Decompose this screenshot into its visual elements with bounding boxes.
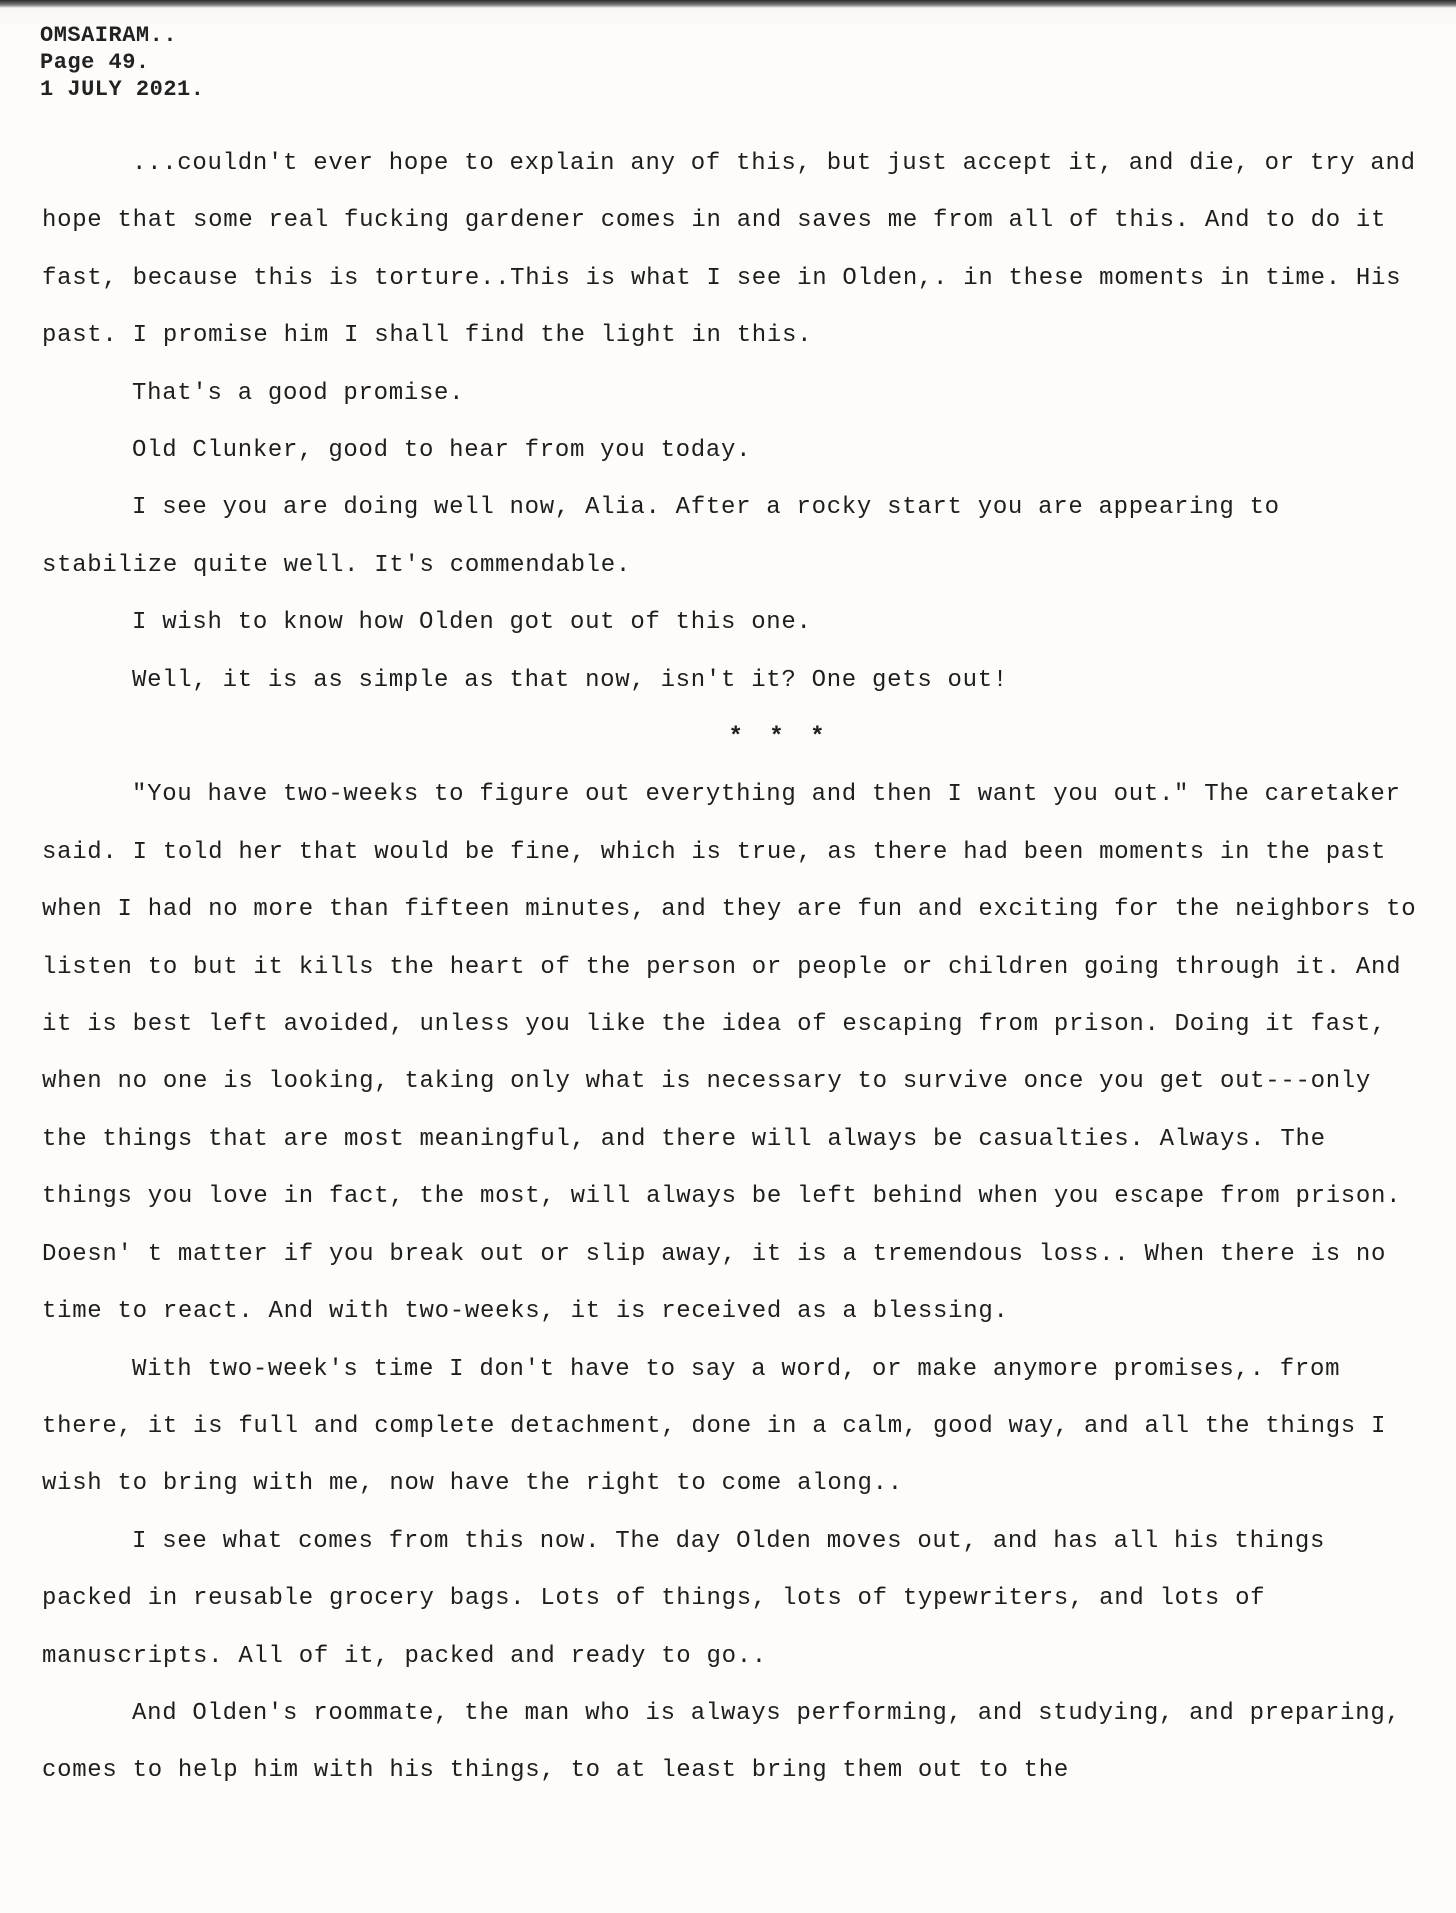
paragraph: I wish to know how Olden got out of this one.: [132, 609, 812, 637]
section-break: * * *: [728, 724, 831, 752]
paragraph: I see what comes from this now. The day Olden moves out, and has all his things packed in reusable grocery bags. Lots of things, lots of typewriters, and lots of manuscripts. All of it, packed and ready to go..: [42, 1527, 1326, 1670]
paragraph: "You have two-weeks to figure out everything and then I want you out." The caretaker said. I told her that would be fine, which is true, as there had been moments in the past when I had no more than fifteen minutes, and they are fun and exciting for the neighbors to listen to but it kills the heart of the person or people or children going through it. And it is best left avoided, unless you like the idea of escaping from prison. Doing it fast, when no one is looking, taking only what is necessary to survive once you get out---only the things that are most meaningful, and there will always be casualties. Always. The things you love in fact, the most, will always be left behind when you escape from prison. Doesn' t matter if you break out or slip away, it is a tremendous loss.. When there is no time to react. And with two-weeks, it is received as a blessing.: [42, 781, 1417, 1326]
page-date: 1 JULY 2021.: [40, 77, 205, 102]
paragraph: I see you are doing well now, Alia. After a rocky start you are appearing to stabilize quite well. It's commendable.: [42, 494, 1280, 579]
paragraph: Old Clunker, good to hear from you today.: [132, 437, 752, 465]
paragraph: Well, it is as simple as that now, isn't it? One gets out!: [132, 666, 1008, 694]
scan-top-edge: [0, 0, 1456, 8]
paragraph: ...couldn't ever hope to explain any of this, but just accept it, and die, or try and hope that some real fucking gardener comes in and saves me from all of this. And to do it fast, because this is torture..This is what I see in Olden,. in these moments in time. His past. I promise him I shall find the light in this.: [42, 150, 1416, 350]
manuscript-body: [42, 135, 1427, 1800]
page-number: Page 49.: [40, 50, 150, 75]
page-header: [40, 22, 204, 103]
paragraph: With two-week's time I don't have to say a word, or make anymore promises,. from there, it is full and complete detachment, done in a calm, good way, and all the things I wish to bring with me, now have the right to come along..: [42, 1355, 1387, 1498]
header-invocation: OMSAIRAM..: [40, 23, 178, 48]
paragraph: And Olden's roommate, the man who is always performing, and studying, and preparing, comes to help him with his things, to at least bring them out to the: [42, 1699, 1401, 1785]
paragraph: That's a good promise.: [132, 379, 465, 407]
